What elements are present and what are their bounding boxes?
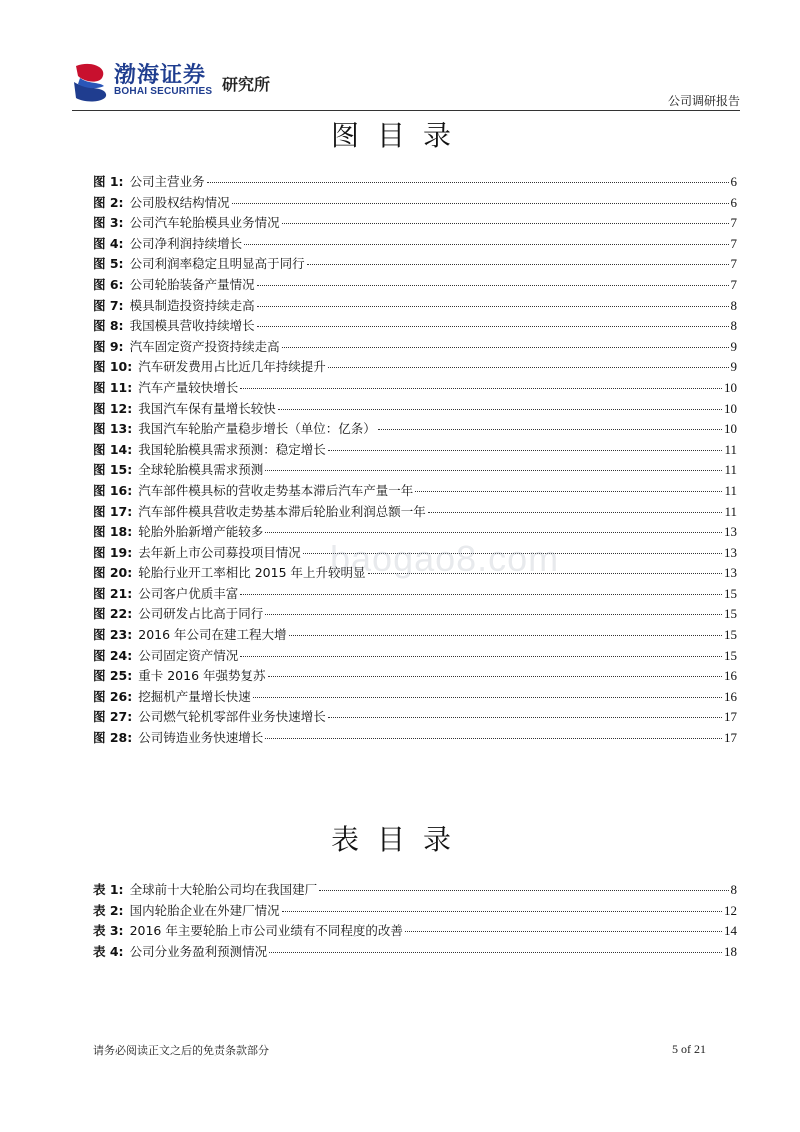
toc-entry[interactable] (93, 728, 737, 749)
toc-entry-label: 图 13: (93, 421, 133, 437)
toc-entry-page: 15 (724, 585, 737, 601)
footer-page-number: 5 of 21 (672, 1042, 706, 1056)
toc-entry-label: 表 4: (93, 943, 124, 959)
toc-entry-page: 8 (730, 882, 737, 897)
toc-entry-title: 公司汽车轮胎模具业务情况 (129, 215, 280, 231)
toc-entry-title: 全球轮胎模具需求预测 (138, 462, 264, 478)
toc-entry[interactable] (93, 625, 737, 646)
toc-entry-label: 图 12: (93, 400, 133, 416)
toc-leader-dots (319, 890, 728, 891)
toc-entry-title: 公司轮胎装备产量情况 (129, 276, 255, 292)
toc-entry[interactable] (93, 646, 737, 667)
toc-entry[interactable] (93, 357, 737, 378)
toc-entry-title: 汽车固定资产投资持续走高 (129, 338, 280, 354)
toc-entry-page: 9 (730, 359, 737, 375)
toc-entry[interactable] (93, 880, 737, 901)
toc-entry-page: 7 (730, 215, 737, 231)
toc-entry[interactable] (93, 275, 737, 296)
toc-entry[interactable] (93, 440, 737, 461)
toc-entry-title: 公司研发占比高于同行 (138, 606, 264, 622)
toc-entry-title: 模具制造投资持续走高 (129, 297, 255, 313)
toc-entry-label: 图 7: (93, 297, 124, 313)
toc-entry-label: 图 18: (93, 524, 133, 540)
toc-entry[interactable] (93, 254, 737, 275)
toc-entry-title: 公司主营业务 (129, 174, 205, 189)
toc-entry-title: 公司客户优质丰富 (138, 585, 239, 601)
toc-entry-title: 公司净利润持续增长 (129, 235, 243, 251)
toc-entry-page: 12 (724, 902, 737, 918)
toc-leader-dots (265, 532, 722, 533)
toc-entry-page: 10 (724, 421, 737, 437)
logo-english-name: BOHAI SECURITIES (114, 86, 213, 97)
toc-entry-page: 16 (724, 668, 737, 684)
toc-entry-label: 图 27: (93, 709, 133, 725)
toc-entry-title: 我国模具营收持续增长 (129, 318, 255, 334)
toc-leader-dots (244, 244, 728, 245)
toc-entry[interactable] (93, 666, 737, 687)
toc-leader-dots (282, 347, 729, 348)
toc-entry-label: 图 10: (93, 359, 133, 375)
toc-entry-page: 15 (724, 647, 737, 663)
toc-entry-page: 6 (730, 174, 737, 189)
toc-leader-dots (207, 182, 729, 183)
toc-entry-page: 11 (724, 441, 737, 457)
toc-entry-label: 表 3: (93, 923, 124, 939)
toc-entry-page: 7 (730, 235, 737, 251)
toc-entry-title: 我国轮胎模具需求预测：稳定增长 (138, 441, 326, 457)
toc-entry[interactable] (93, 337, 737, 358)
toc-entry-title: 汽车研发费用占比近几年持续提升 (138, 359, 326, 375)
toc-entry-label: 图 5: (93, 256, 124, 272)
toc-leader-dots (282, 911, 722, 912)
toc-leader-dots (278, 409, 722, 410)
toc-entry-label: 图 15: (93, 462, 133, 478)
toc-entry-page: 17 (724, 709, 737, 725)
toc-entry-title: 轮胎外胎新增产能较多 (138, 524, 264, 540)
toc-entry-title: 公司燃气轮机零部件业务快速增长 (138, 709, 326, 725)
toc-entry[interactable] (93, 172, 737, 193)
toc-entry[interactable] (93, 316, 737, 337)
toc-leader-dots (265, 738, 722, 739)
toc-leader-dots (289, 635, 722, 636)
toc-entry-page: 11 (724, 482, 737, 498)
toc-entry-label: 图 4: (93, 235, 124, 251)
toc-entry-title: 公司固定资产情况 (138, 647, 239, 663)
toc-entry-label: 图 19: (93, 544, 133, 560)
toc-entry-page: 7 (730, 256, 737, 272)
toc-entry-page: 7 (730, 276, 737, 292)
toc-entry-label: 图 1: (93, 174, 124, 189)
toc-entry-title: 去年新上市公司募投项目情况 (138, 544, 301, 560)
toc-leader-dots (265, 470, 722, 471)
toc-entry-label: 图 20: (93, 565, 133, 581)
toc-leader-dots (378, 429, 722, 430)
toc-entry[interactable] (93, 296, 737, 317)
toc-leader-dots (257, 326, 729, 327)
toc-entry-label: 图 17: (93, 503, 133, 519)
toc-leader-dots (282, 223, 729, 224)
toc-entry-label: 图 23: (93, 627, 133, 643)
toc-entry-title: 2016 年公司在建工程大增 (138, 627, 287, 643)
toc-entry-label: 图 16: (93, 482, 133, 498)
toc-entry-page: 17 (724, 730, 737, 746)
institute-name: 研究所 (222, 75, 271, 94)
toc-entry-page: 6 (730, 194, 737, 210)
toc-entry[interactable] (93, 604, 737, 625)
toc-entry-label: 图 8: (93, 318, 124, 334)
toc-leader-dots (428, 512, 723, 513)
toc-leader-dots (257, 285, 729, 286)
toc-entry-label: 图 2: (93, 194, 124, 210)
toc-entry[interactable] (93, 901, 737, 922)
figure-toc-title: 图目录 (330, 119, 469, 152)
toc-leader-dots (232, 203, 729, 204)
toc-entry[interactable] (93, 399, 737, 420)
toc-entry[interactable] (93, 460, 737, 481)
toc-entry-title: 我国汽车轮胎产量稳步增长（单位：亿条） (138, 421, 376, 437)
toc-entry-title: 汽车产量较快增长 (138, 379, 239, 395)
table-toc-title: 表目录 (330, 823, 469, 856)
toc-entry-label: 图 22: (93, 606, 133, 622)
toc-leader-dots (240, 388, 722, 389)
toc-leader-dots (328, 450, 723, 451)
toc-entry-page: 11 (724, 503, 737, 519)
toc-leader-dots (240, 656, 722, 657)
toc-entry-page: 15 (724, 606, 737, 622)
watermark: baogao8.com (330, 538, 560, 579)
toc-entry[interactable] (93, 707, 737, 728)
toc-leader-dots (405, 931, 722, 932)
toc-entry-page: 13 (724, 524, 737, 540)
toc-entry-label: 图 21: (93, 585, 133, 601)
toc-leader-dots (268, 676, 722, 677)
toc-entry[interactable] (93, 234, 737, 255)
toc-entry-label: 图 11: (93, 379, 133, 395)
toc-entry-title: 挖掘机产量增长快速 (138, 688, 251, 704)
toc-entry-title: 2016 年主要轮胎上市公司业绩有不同程度的改善 (129, 923, 403, 939)
toc-entry-title: 公司利润率稳定且明显高于同行 (129, 256, 305, 272)
toc-leader-dots (328, 367, 729, 368)
toc-entry-page: 11 (724, 462, 737, 478)
toc-entry[interactable] (93, 921, 737, 942)
logo-chinese-name: 渤海证券 (114, 63, 207, 88)
toc-entry-page: 9 (730, 338, 737, 354)
toc-leader-dots (265, 614, 722, 615)
toc-entry[interactable] (93, 481, 737, 502)
toc-entry-page: 13 (724, 565, 737, 581)
toc-entry-label: 表 1: (93, 882, 124, 897)
toc-entry-page: 15 (724, 627, 737, 643)
toc-entry-title: 重卡 2016 年强势复苏 (138, 668, 266, 684)
toc-entry[interactable] (93, 419, 737, 440)
toc-entry-title: 公司铸造业务快速增长 (138, 730, 264, 746)
toc-entry-label: 图 6: (93, 276, 124, 292)
page-header (72, 58, 740, 110)
toc-entry-label: 图 26: (93, 688, 133, 704)
toc-entry-title: 全球前十大轮胎公司均在我国建厂 (129, 882, 318, 897)
bohai-logo (72, 58, 332, 106)
toc-entry-page: 8 (730, 297, 737, 313)
figure-toc-list (93, 172, 737, 749)
toc-leader-dots (307, 264, 729, 265)
toc-entry-page: 10 (724, 400, 737, 416)
toc-entry[interactable] (93, 942, 737, 963)
toc-leader-dots (257, 306, 729, 307)
toc-entry[interactable] (93, 502, 737, 523)
header-divider (72, 110, 740, 111)
toc-leader-dots (328, 717, 722, 718)
toc-leader-dots (253, 697, 722, 698)
toc-entry-title: 汽车部件模具营收走势基本滞后轮胎业利润总额一年 (138, 503, 426, 519)
toc-entry[interactable] (93, 378, 737, 399)
toc-entry-title: 我国汽车保有量增长较快 (138, 400, 276, 416)
toc-entry-page: 16 (724, 688, 737, 704)
toc-entry-label: 图 24: (93, 647, 133, 663)
toc-entry-label: 图 9: (93, 338, 124, 354)
toc-entry-title: 汽车部件模具标的营收走势基本滞后汽车产量一年 (138, 482, 414, 498)
toc-entry-title: 国内轮胎企业在外建厂情况 (129, 902, 280, 918)
bohai-logo-icon (72, 60, 110, 104)
toc-entry[interactable] (93, 687, 737, 708)
toc-entry-label: 图 14: (93, 441, 133, 457)
toc-entry-page: 18 (724, 943, 737, 959)
toc-entry-label: 图 25: (93, 668, 133, 684)
toc-entry-title: 轮胎行业开工率相比 2015 年上升较明显 (138, 565, 366, 581)
toc-entry-page: 10 (724, 379, 737, 395)
footer-disclaimer: 请务必阅读正文之后的免责条款部分 (93, 1044, 269, 1057)
toc-entry-page: 13 (724, 544, 737, 560)
toc-entry[interactable] (93, 193, 737, 214)
toc-entry-label: 图 3: (93, 215, 124, 231)
toc-entry-label: 图 28: (93, 730, 133, 746)
toc-leader-dots (415, 491, 722, 492)
toc-entry[interactable] (93, 584, 737, 605)
report-type-label: 公司调研报告 (667, 94, 740, 108)
table-toc-list (93, 880, 737, 962)
toc-entry-page: 8 (730, 318, 737, 334)
toc-entry-title: 公司股权结构情况 (129, 194, 230, 210)
toc-leader-dots (269, 952, 722, 953)
toc-leader-dots (240, 594, 722, 595)
toc-entry-page: 14 (724, 923, 737, 939)
toc-entry-label: 表 2: (93, 902, 124, 918)
toc-entry[interactable] (93, 213, 737, 234)
toc-entry-title: 公司分业务盈利预测情况 (129, 943, 268, 959)
